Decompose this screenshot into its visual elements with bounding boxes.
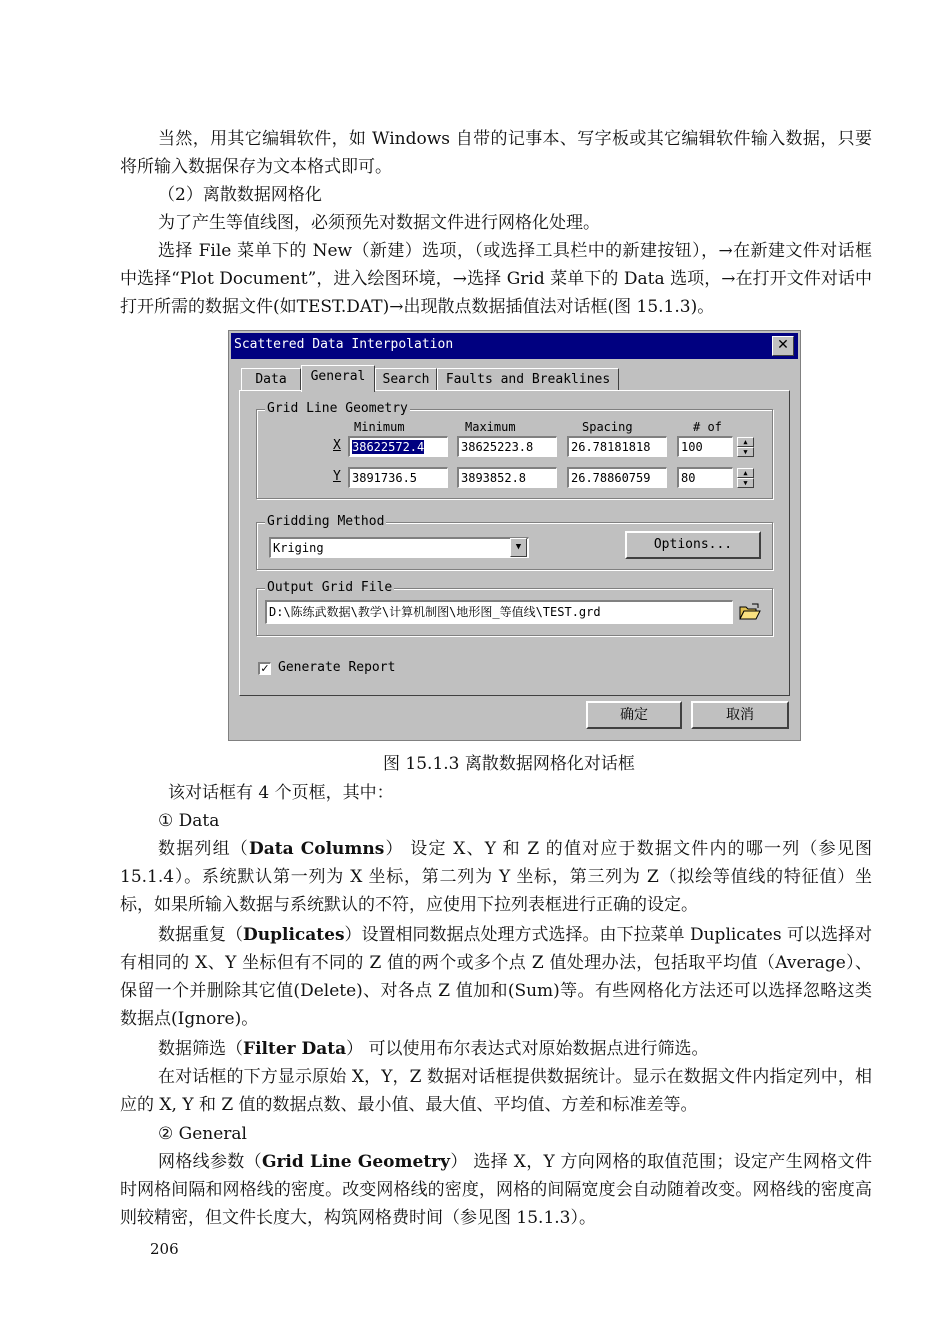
gridding-method-select[interactable]: Kriging (269, 537, 529, 558)
row-label-y: Y (333, 469, 341, 484)
general-panel (239, 390, 790, 696)
item-general: ② General (158, 1124, 247, 1144)
paragraph-statistics: 在对话框的下方显示原始 X，Y，Z 数据对话框提供数据统计。显示在数据文件内指定列中，相应的 X, Y 和 Z 值的数据点数、最小值、最大值、平均值、方差和标准差等。 (120, 1067, 872, 1115)
spin-down-icon[interactable]: ▼ (737, 447, 754, 457)
section-heading: （2）离散数据网格化 (158, 185, 322, 205)
tab-general[interactable]: General (301, 365, 375, 392)
header-maximum: Maximum (465, 420, 516, 434)
y-count-spinner[interactable] (737, 468, 754, 487)
close-button[interactable] (772, 336, 794, 356)
y-count-field[interactable]: 80 (677, 467, 733, 488)
paragraph-purpose: 为了产生等值线图，必须预先对数据文件进行网格化处理。 (158, 213, 600, 233)
paragraph-grid-geometry: 网格线参数（Grid Line Geometry） 选择 X，Y 方向网格的取值范围；设定产生网格文件时网格间隔和网格线的密度。改变网格线的密度，网格的间隔宽度会自动随着改变。网格线的密度高则较精密，但文件长度大，构筑网格费时间（参见图 15.1.3）。 (120, 1152, 872, 1228)
header-spacing: Spacing (582, 420, 633, 434)
output-grid-file-label: Output Grid File (267, 580, 393, 595)
x-spacing-field[interactable]: 26.78181818 (567, 436, 667, 457)
output-grid-file-group (256, 580, 773, 636)
x-maximum-field[interactable]: 38625223.8 (457, 436, 557, 457)
cancel-button[interactable]: 取消 (691, 701, 789, 729)
tab-faults-breaklines[interactable]: Faults and Breaklines (437, 368, 619, 391)
y-minimum-field[interactable]: 3891736.5 (348, 467, 448, 488)
open-folder-icon[interactable] (739, 603, 761, 621)
page-number: 206 (150, 1240, 179, 1258)
gridding-method-label: Gridding Method (267, 514, 385, 529)
grid-geometry-group (256, 401, 773, 499)
ok-button[interactable]: 确定 (586, 701, 682, 729)
dialog-title: Scattered Data Interpolation (234, 337, 454, 352)
spin-up-icon[interactable]: ▲ (737, 468, 754, 478)
close-icon: ✕ (777, 337, 789, 353)
paragraph-filter-data: 数据筛选（Filter Data） 可以使用布尔表达式对原始数据点进行筛选。 (158, 1039, 709, 1059)
x-minimum-field[interactable]: 38622572.4 (348, 436, 448, 457)
dialog-titlebar (231, 333, 798, 359)
header-count: # of (693, 420, 722, 434)
paragraph-steps: 选择 File 菜单下的 New（新建）选项，（或选择工具栏中的新建按钮），→在新建文件对话框中选择“Plot Document”，进入绘图环境，→选择 Grid 菜单下的 Data 选项，→在打开文件对话中打开所需的数据文件(如TEST.DAT)→出现散点数据插值法对话框(图 15.1.3)。 (120, 241, 872, 317)
generate-report-checkbox[interactable]: ✓ (258, 662, 271, 675)
y-spacing-field[interactable]: 26.78860759 (567, 467, 667, 488)
options-button[interactable]: Options... (625, 531, 761, 559)
x-count-field[interactable]: 100 (677, 436, 733, 457)
x-count-spinner[interactable] (737, 437, 754, 456)
scattered-data-dialog (228, 330, 801, 741)
output-path-field[interactable]: D:\陈练武数据\教学\计算机制图\地形图_等值线\TEST.grd (265, 600, 733, 624)
row-label-x: X (333, 438, 341, 453)
y-maximum-field[interactable]: 3893852.8 (457, 467, 557, 488)
spin-down-icon[interactable]: ▼ (737, 478, 754, 488)
paragraph-duplicates: 数据重复（Duplicates）设置相同数据点处理方式选择。由下拉菜单 Duplicates 可以选择对有相同的 X、Y 坐标但有不同的 Z 值的两个或多个点 Z 值处理办法，包括取平均值（Average）、保留一个并删除其它值(Delete)、对各点 Z 值加和(Sum)等。有些网格化方法还可以选择忽略这类数据点(Ignore)。 (120, 925, 872, 1029)
grid-geometry-label: Grid Line Geometry (267, 401, 408, 416)
header-minimum: Minimum (354, 420, 405, 434)
gridding-method-group (256, 514, 773, 570)
tab-search[interactable]: Search (375, 368, 437, 391)
tab-data[interactable]: Data (241, 368, 301, 391)
paragraph-data-columns: 数据列组（Data Columns） 设定 X、Y 和 Z 的值对应于数据文件内的哪一列（参见图 15.1.4）。系统默认第一列为 X 坐标，第二列为 Y 坐标，第三列为 Z（拟绘等值线的特征值）坐标，如果所输入数据与系统默认的不符，应使用下拉列表框进行正确的设定。 (120, 839, 873, 915)
spin-up-icon[interactable]: ▲ (737, 437, 754, 447)
generate-report-label: Generate Report (278, 660, 396, 675)
paragraph-intro: 当然，用其它编辑软件，如 Windows 自带的记事本、写字板或其它编辑软件输入数据，只要将所输入数据保存为文本格式即可。 (120, 129, 872, 177)
paragraph-tabs-intro: 该对话框有 4 个页框，其中： (168, 783, 394, 803)
chevron-down-icon[interactable]: ▼ (510, 538, 527, 557)
figure-caption: 图 15.1.3 离散数据网格化对话框 (383, 754, 635, 774)
item-data: ① Data (158, 811, 220, 831)
